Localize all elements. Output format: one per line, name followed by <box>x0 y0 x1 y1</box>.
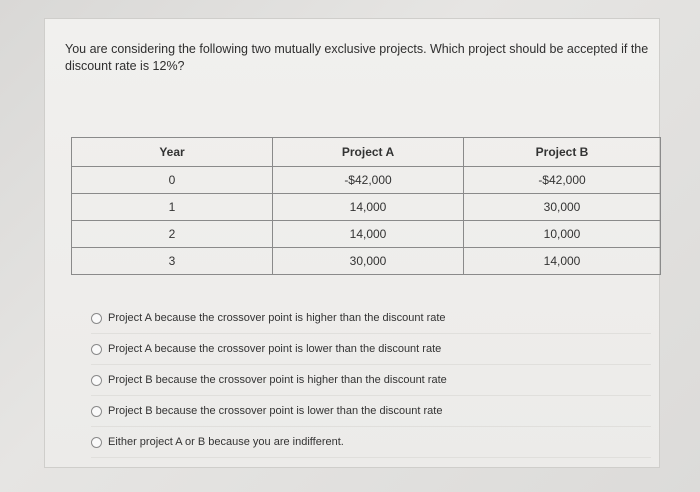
cell-project-b: 10,000 <box>464 221 661 248</box>
option-label: Project B because the crossover point is higher than the discount rate <box>108 374 447 386</box>
option-label: Project B because the crossover point is lower than the discount rate <box>108 405 443 417</box>
cell-project-a: 14,000 <box>273 221 464 248</box>
option-indifferent[interactable] <box>91 427 651 458</box>
question-card <box>44 18 660 468</box>
table-row <box>72 221 661 248</box>
answer-options <box>91 303 651 458</box>
table-header-row <box>72 138 661 167</box>
cell-year: 2 <box>72 221 273 248</box>
option-label: Project A because the crossover point is higher than the discount rate <box>108 312 446 324</box>
option-b-lower[interactable] <box>91 396 651 427</box>
header-year: Year <box>72 138 273 167</box>
cell-year: 1 <box>72 194 273 221</box>
cash-flow-table <box>71 137 661 275</box>
header-project-b: Project B <box>464 138 661 167</box>
cell-year: 0 <box>72 167 273 194</box>
table-row <box>72 248 661 275</box>
option-label: Project A because the crossover point is lower than the discount rate <box>108 343 442 355</box>
radio-button-icon[interactable] <box>91 313 102 324</box>
table-row <box>72 167 661 194</box>
cell-project-b: 30,000 <box>464 194 661 221</box>
cell-project-a: 30,000 <box>273 248 464 275</box>
question-text: You are considering the following two mutually exclusive projects. Which project should be accepted if the discount rate is 12%? <box>65 42 649 73</box>
option-a-higher[interactable] <box>91 303 651 334</box>
cell-project-a: -$42,000 <box>273 167 464 194</box>
option-a-lower[interactable] <box>91 334 651 365</box>
radio-button-icon[interactable] <box>91 375 102 386</box>
cell-project-b: 14,000 <box>464 248 661 275</box>
radio-button-icon[interactable] <box>91 437 102 448</box>
radio-button-icon[interactable] <box>91 344 102 355</box>
cell-project-a: 14,000 <box>273 194 464 221</box>
option-label: Either project A or B because you are indifferent. <box>108 436 344 448</box>
cell-project-b: -$42,000 <box>464 167 661 194</box>
radio-button-icon[interactable] <box>91 406 102 417</box>
option-b-higher[interactable] <box>91 365 651 396</box>
cell-year: 3 <box>72 248 273 275</box>
table-row <box>72 194 661 221</box>
header-project-a: Project A <box>273 138 464 167</box>
